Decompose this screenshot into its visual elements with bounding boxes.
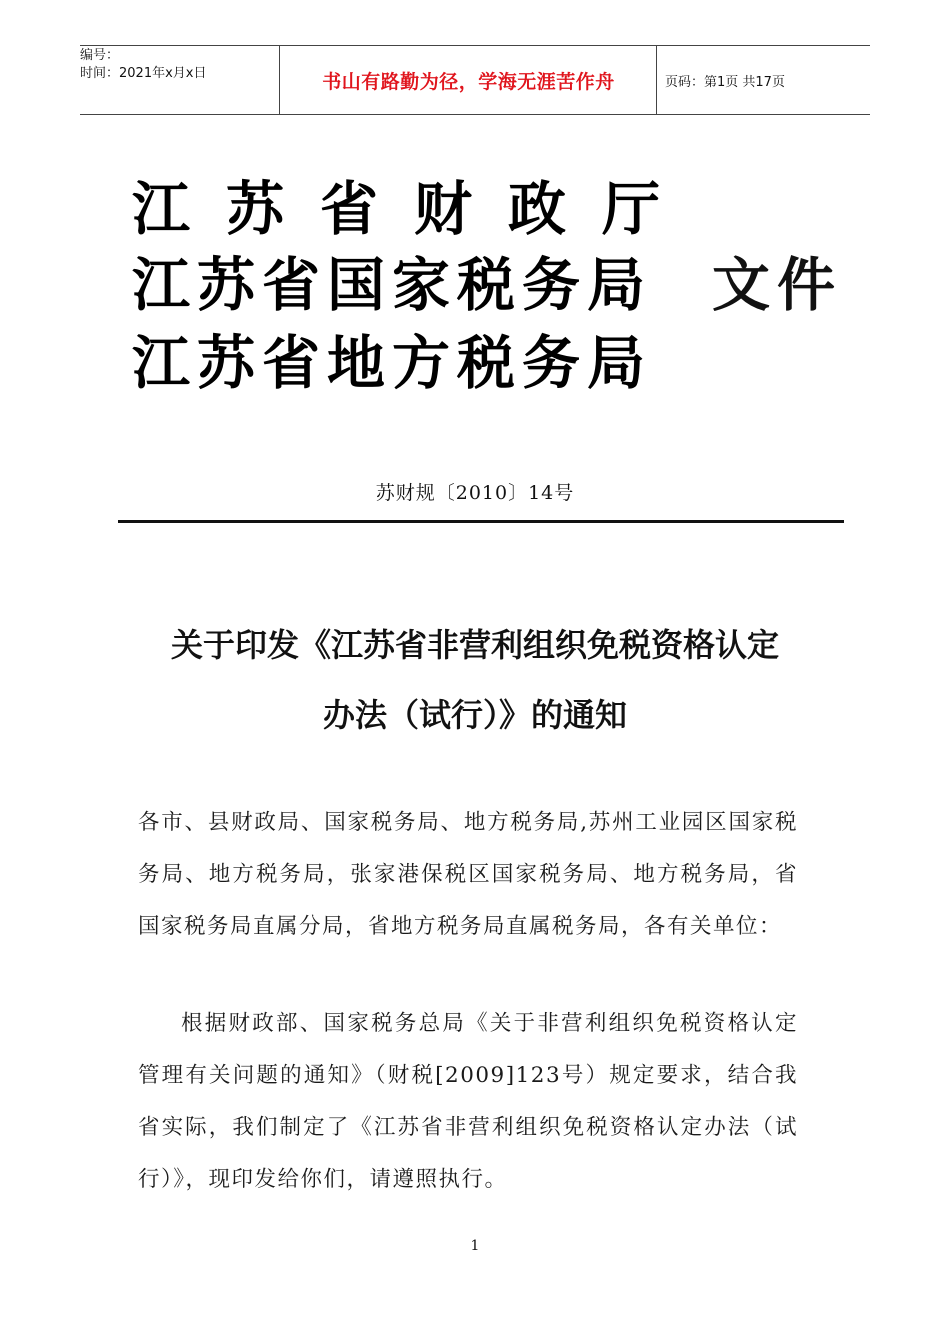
page-number: 1 — [470, 1238, 480, 1254]
header-motto: 书山有路勤为径，学海无涯苦作舟 — [281, 46, 657, 114]
title-line-2: 办法（试行）》的通知 — [322, 696, 627, 734]
time-label: 时间：2021年x月x日 — [80, 66, 207, 81]
title-line-1: 关于印发《江苏省非营利组织免税资格认定 — [170, 626, 779, 664]
header-table — [80, 45, 870, 115]
divider-rule — [118, 520, 844, 523]
masthead-line-2: 江苏省国家税务局 — [132, 251, 653, 319]
recipients-paragraph: 各市、县财政局、国家税务局、地方税务局,苏州工业园区国家税务局、地方税务局，张家港保税区国家税务局、地方税务局，省国家税务局直属分局，省地方税务局直属税务局，各有关单位： — [138, 810, 798, 939]
body-paragraph: 根据财政部、国家税务总局《关于非营利组织免税资格认定管理有关问题的通知》（财税[2009]123号）规定要求，结合我省实际，我们制定了《江苏省非营利组织免税资格认定办法（试行）》，现印发给你们，请遵照执行。 — [138, 1011, 798, 1192]
header-meta-cell — [80, 46, 280, 114]
header-page-info: 页码：第1页 共17页 — [665, 74, 785, 90]
masthead-line-1: 江苏省财政厅 — [132, 175, 697, 243]
masthead-line-3: 江苏省地方税务局 — [132, 329, 653, 397]
serial-label: 编号： — [80, 48, 120, 63]
masthead-suffix: 文件 — [712, 251, 843, 319]
document-number: 苏财规〔2010〕14号 — [375, 482, 575, 504]
